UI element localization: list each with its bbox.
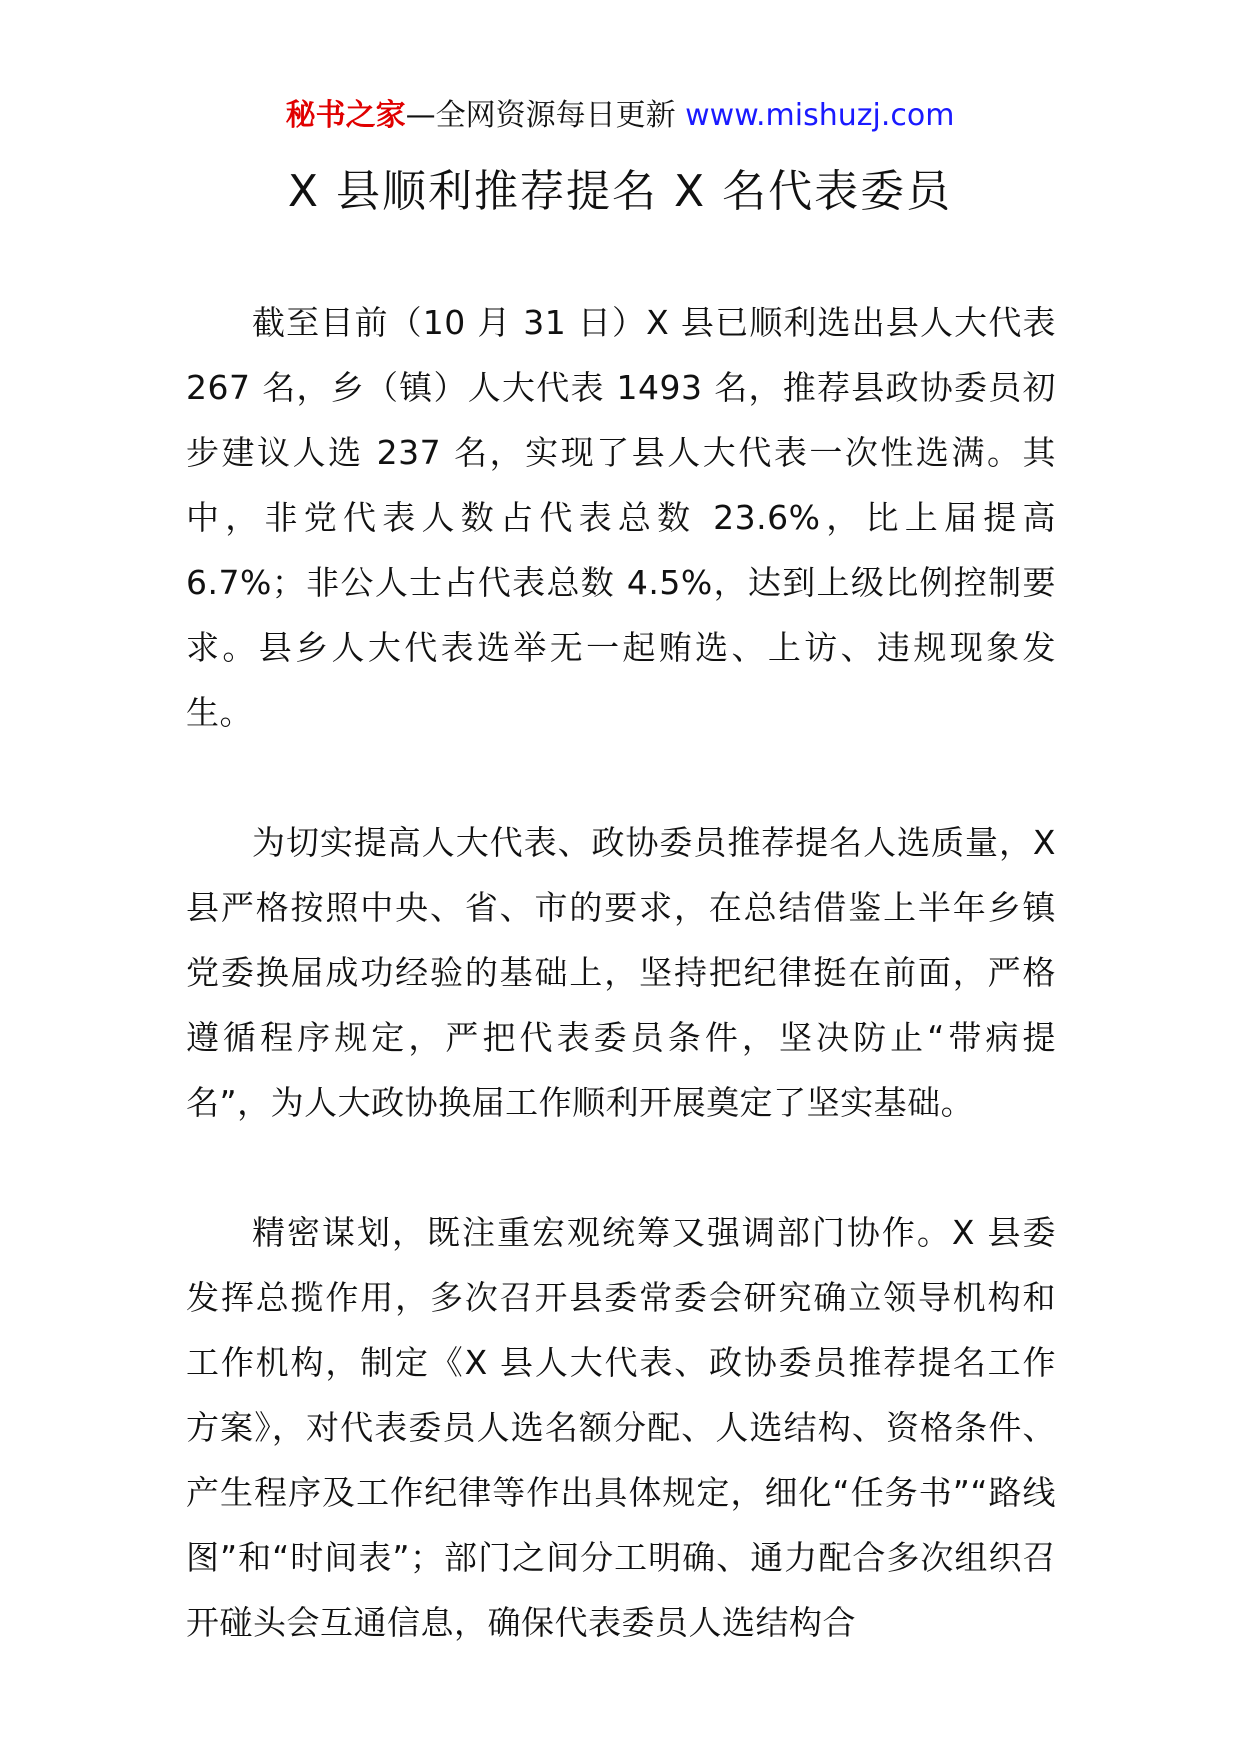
document-title: X 县顺利推荐提名 X 名代表委员: [287, 166, 953, 217]
header-slogan: —全网资源每日更新: [405, 98, 686, 133]
paragraph-2: 为切实提高人大代表、政协委员推荐提名人选质量，X 县严格按照中央、省、市的要求，在总结借鉴上半年乡镇党委换届成功经验的基础上，坚持把纪律挺在前面，严格遵循程序规定，严把代表委员条件，坚决防止“带病提名”，为人大政协换届工作顺利开展奠定了坚实基础。: [186, 823, 1056, 1122]
paragraph-3: 精密谋划，既注重宏观统筹又强调部门协作。X 县委发挥总揽作用，多次召开县委常委会研究确立领导机构和工作机构，制定《X 县人大代表、政协委员推荐提名工作方案》，对代表委员人选名额分配、人选结构、资格条件、产生程序及工作纪律等作出具体规定，细化“任务书”“路线图”和“时间表”；部门之间分工明确、通力配合多次组织召开碰头会互通信息，确保代表委员人选结构合: [186, 1213, 1056, 1642]
site-url-link[interactable]: www.mishuzj.com: [685, 98, 955, 133]
brand-name: 秘书之家: [285, 98, 406, 133]
site-header: [0, 96, 1240, 136]
document-body: [186, 290, 1056, 1720]
paragraph-1: 截至目前（10 月 31 日）X 县已顺利选出县人大代表 267 名，乡（镇）人大代表 1493 名，推荐县政协委员初步建议人选 237 名，实现了县人大代表一次性选满。其中，非党代表人数占代表总数 23.6%，比上届提高 6.7%；非公人士占代表总数 4.5%，达到上级比例控制要求。县乡人大代表选举无一起贿选、上访、违规现象发生。: [186, 303, 1056, 732]
